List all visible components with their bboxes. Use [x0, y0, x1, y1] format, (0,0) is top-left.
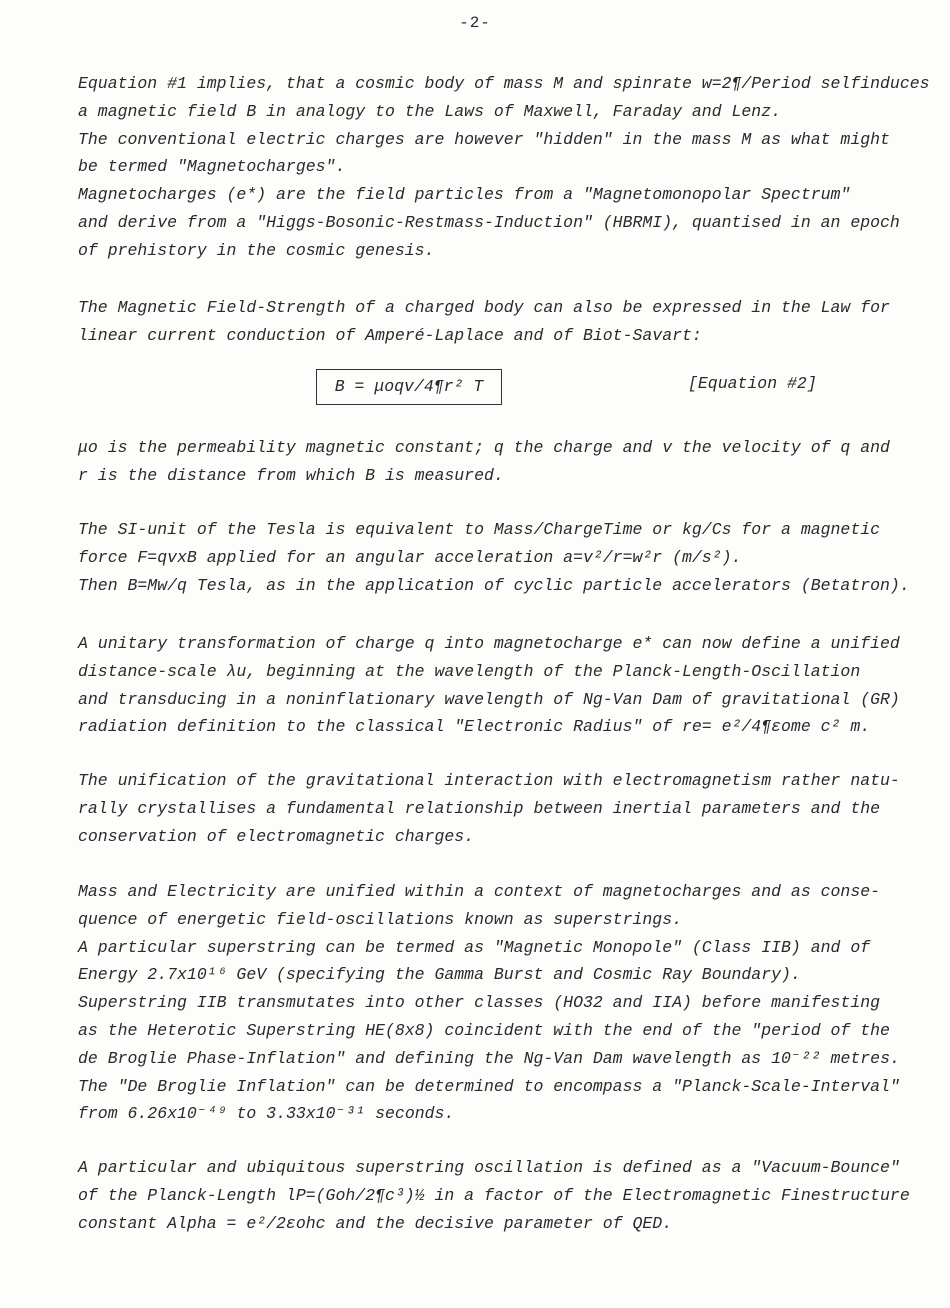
text-line: Energy 2.7x10¹⁶ GeV (specifying the Gamma Burst and Cosmic Ray Boundary).	[78, 965, 801, 985]
text-line: from 6.26x10⁻⁴⁹ to 3.33x10⁻³¹ seconds.	[78, 1104, 455, 1124]
text-line: quence of energetic field-oscillations known as superstrings.	[78, 909, 682, 929]
text-line: Magnetocharges (e*) are the field particles from a "Magnetomonopolar Spectrum"	[78, 185, 851, 205]
paragraph-si-unit	[78, 516, 910, 599]
text-line: μo is the permeability magnetic constant; q the charge and v the velocity of q and	[78, 438, 890, 457]
text-line: The unification of the gravitational interaction with electromagnetism rather natu-	[78, 771, 900, 790]
page-number: -2-	[459, 14, 491, 32]
text-line: constant Alpha = e²/2εohc and the decisive parameter of QED.	[78, 1213, 673, 1233]
paragraph-permeability	[78, 434, 898, 490]
equation-label: [Equation #2]	[688, 374, 817, 393]
paragraph-unification	[78, 767, 898, 850]
text-line: The Magnetic Field-Strength of a charged body can also be expressed in the Law for	[78, 298, 890, 317]
text-line: conservation of electromagnetic charges.	[78, 826, 475, 846]
text-line: radiation definition to the classical "Electronic Radius" of re= e²/4¶εome c² m.	[78, 717, 871, 737]
text-line: linear current conduction of Amperé-Laplace and of Biot-Savart:	[78, 325, 702, 345]
paragraph-unitary-transformation	[78, 630, 898, 741]
text-line: r is the distance from which B is measured.	[78, 465, 504, 485]
paragraph-superstrings	[78, 878, 898, 1128]
paragraph-vacuum-bounce	[78, 1154, 910, 1237]
text-line: A particular superstring can be termed as "Magnetic Monopole" (Class IIB) and of	[78, 937, 871, 957]
text-line: rally crystallises a fundamental relationship between inertial parameters and the	[78, 798, 881, 818]
text-line: Mass and Electricity are unified within a context of magnetocharges and as conse-	[78, 882, 881, 901]
text-line: and transducing in a noninflationary wavelength of Ng-Van Dam of gravitational (GR)	[78, 689, 900, 709]
text-line: and derive from a "Higgs-Bosonic-Restmass-Induction" (HBRMI), quantised in an epoch	[78, 212, 900, 232]
text-line: de Broglie Phase-Inflation" and defining the Ng-Van Dam wavelength as 10⁻²² metres.	[78, 1048, 900, 1068]
text-line: be termed "Magnetocharges".	[78, 157, 346, 177]
text-line: Superstring IIB transmutates into other classes (HO32 and IIA) before manifesting	[78, 993, 881, 1013]
text-line: Then B=Mw/q Tesla, as in the application of cyclic particle accelerators (Betatron).	[78, 575, 910, 595]
paragraph-maxwell	[78, 70, 930, 265]
text-line: A particular and ubiquitous superstring oscillation is defined as a "Vacuum-Bounce"	[78, 1158, 900, 1177]
text-line: of the Planck-Length lP=(Goh/2¶c³)½ in a factor of the Electromagnetic Finestructure	[78, 1185, 910, 1205]
text-line: force F=qvxB applied for an angular acceleration a=v²/r=w²r (m/s²).	[78, 547, 742, 567]
text-line: as the Heterotic Superstring HE(8x8) coincident with the end of the "period of the	[78, 1020, 890, 1040]
text-line: The SI-unit of the Tesla is equivalent to Mass/ChargeTime or kg/Cs for a magnetic	[78, 520, 881, 539]
paragraph-field-strength	[78, 294, 898, 350]
text-line: of prehistory in the cosmic genesis.	[78, 240, 435, 260]
equation-box: B = μoqv/4¶r² T	[316, 369, 502, 405]
text-line: A unitary transformation of charge q into magnetocharge e* can now define a unified	[78, 634, 900, 653]
text-line: a magnetic field B in analogy to the Laws of Maxwell, Faraday and Lenz.	[78, 101, 782, 121]
text-line: The "De Broglie Inflation" can be determined to encompass a "Planck-Scale-Interval"	[78, 1076, 900, 1096]
text-line: Equation #1 implies, that a cosmic body of mass M and spinrate w=2¶/Period selfinduces	[78, 74, 930, 93]
text-line: distance-scale λu, beginning at the wavelength of the Planck-Length-Oscillation	[78, 661, 861, 681]
text-line: The conventional electric charges are however "hidden" in the mass M as what might	[78, 129, 890, 149]
